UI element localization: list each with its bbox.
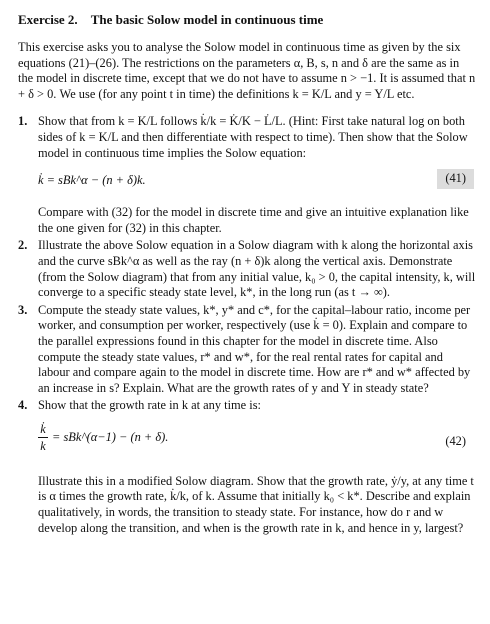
item-followup-text: Compare with (32) for the model in discrete time and give an intuitive explanation like the one given for (32) in this chapter. bbox=[38, 205, 469, 235]
equation-tag: (42) bbox=[445, 433, 466, 448]
equation-rhs: = sBk^(α−1) − (n + δ). bbox=[52, 429, 169, 444]
exercise-title bbox=[18, 12, 476, 28]
exercise-item-3 bbox=[18, 303, 476, 397]
intro-paragraph: This exercise asks you to analyse the Solow model in continuous time as given by the six equations (21)–(26). The restrictions on the parameters α, B, s, n and δ are the same as in the model in discrete time, except that we do not have to assume n > −1. It is assumed that n + δ > 0. We use (for any point t in time) the definitions k = K/L and y = Y/L etc. bbox=[18, 40, 476, 101]
item-text: Illustrate the above Solow equation in a Solow diagram with k along the horizontal axis and the curve sBk^α as well as the ray (n + δ)k along the vertical axis. Demonstrate (from the Solow diagram) that from any initial value, k₀ > 0, the capital intensity, k, will converge to a specific steady state level, k*, in the long run (as t → ∞). bbox=[38, 238, 476, 300]
equation-41 bbox=[38, 169, 476, 193]
equation-formula: k̇ = sBk^α − (n + δ)k. bbox=[38, 173, 146, 188]
exercise-heading: The basic Solow model in continuous time bbox=[90, 12, 324, 27]
item-followup-text: Illustrate this in a modified Solow diagram. Show that the growth rate, ẏ/y, at any time t is α times the growth rate, k̇/k, of k. Assume that initially k₀ < k*. Describe and explain qualitatively, in words, the transition to steady state. For instance, how do r and w develop along the transition, and when is the growth rate in k, and hence in y, largest? bbox=[38, 473, 474, 535]
fraction-bar bbox=[38, 437, 48, 438]
equation-formula bbox=[38, 422, 168, 453]
item-number: 2. bbox=[18, 238, 28, 253]
item-text: Compute the steady state values, k*, y* and c*, for the capital–labour ratio, income per worker, and consumption per worker, respectively (use k̇ = 0). Explain and compare to the parallel expressions found in this chapter for the model in discrete time. Also compute the steady state values, r* and w*, for the real rental rates for capital and labour and compare again to the model in discrete time. How are r* and w* affected by an increase in s? Explain. What are the growth rates of y and Y in steady state? bbox=[38, 302, 471, 395]
fraction bbox=[38, 422, 48, 453]
exercise-list bbox=[18, 114, 476, 536]
exercise-item-4 bbox=[18, 398, 476, 536]
exercise-number: Exercise 2. bbox=[18, 12, 78, 27]
exercise-item-1 bbox=[18, 114, 476, 236]
item-number: 4. bbox=[18, 398, 28, 413]
fraction-denominator: k bbox=[40, 438, 46, 453]
item-text: Show that the growth rate in k at any time is: bbox=[38, 398, 261, 413]
equation-42 bbox=[38, 422, 476, 462]
fraction-numerator: k̇ bbox=[40, 421, 46, 436]
item-number: 3. bbox=[18, 302, 28, 317]
exercise-item-2 bbox=[18, 238, 476, 300]
item-text: Show that from k = K/L follows k̇/k = K̇/K − L̇/L. (Hint: First take natural log on both sides of k = K/L and then differentiate with respect to time). Then show that the Solow model in continuous time implies the Solow equation: bbox=[38, 114, 468, 160]
item-number: 1. bbox=[18, 114, 28, 129]
equation-tag: (41) bbox=[437, 169, 474, 189]
